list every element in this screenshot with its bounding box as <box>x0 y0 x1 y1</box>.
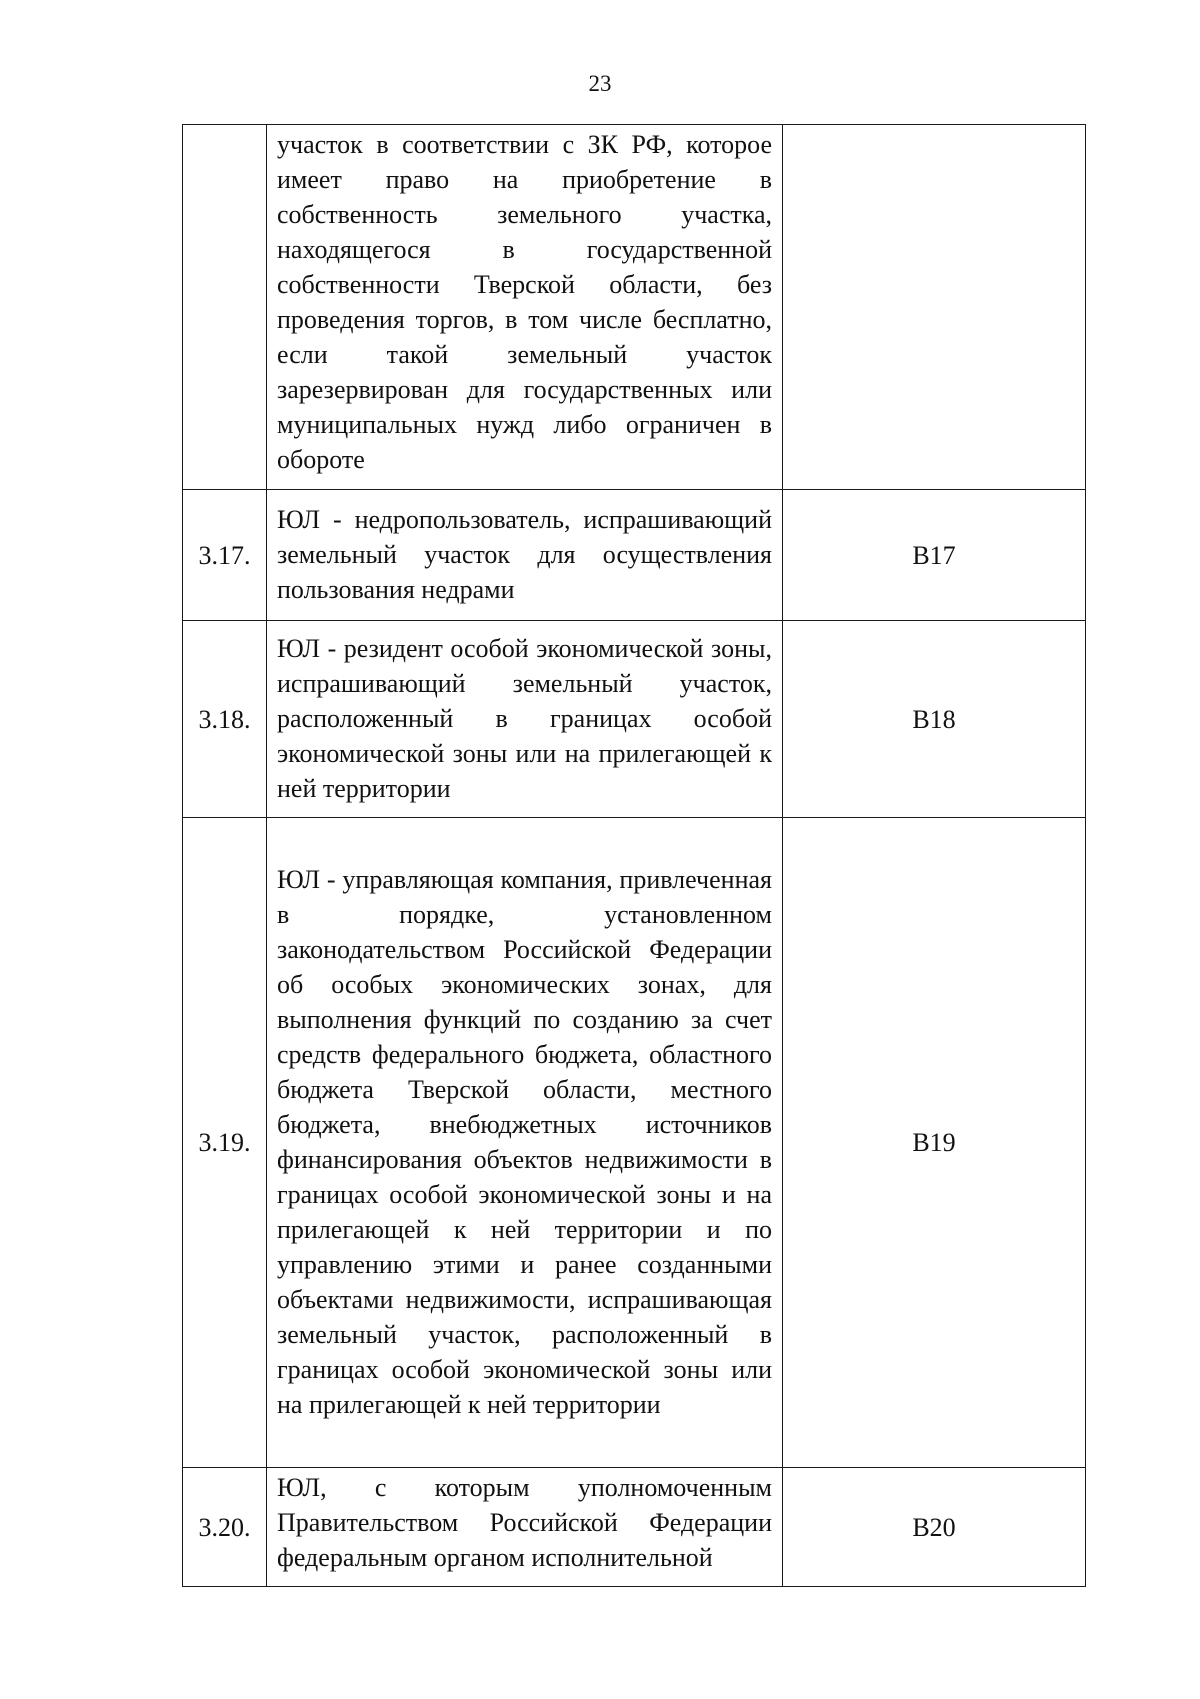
row-description: ЮЛ - управляющая компания, привлеченная в порядке, установленном законодательством Российской Федерации об особых экономических зонах, для выполнения функций по созданию за счет средств федерального бюджета, областного бюджета Тверской области, местного бюджета, внебюджетных источников финансирования объектов недвижимости в границах особой экономической зоны и на прилегающей к ней территории и по управлению этими и ранее созданными объектами недвижимости, испрашивающая земельный участок, расположенный в границах особой экономической зоны или на прилегающей к ней территории <box>267 818 783 1468</box>
row-code: B20 <box>783 1468 1086 1587</box>
page-number: 23 <box>588 71 612 96</box>
row-number: 3.19. <box>183 818 267 1468</box>
row-description: участок в соответствии с ЗК РФ, которое имеет право на приобретение в собственность земельного участка, находящегося в государственной собственности Тверской области, без проведения торгов, в том числе бесплатно, если такой земельный участок зарезервирован для государственных или муниципальных нужд либо ограничен в обороте <box>267 125 783 490</box>
row-number: 3.18. <box>183 621 267 818</box>
row-number <box>183 125 267 490</box>
table-row <box>183 125 1086 490</box>
row-code: B17 <box>783 490 1086 621</box>
table-row <box>183 490 1086 621</box>
table-row <box>183 621 1086 818</box>
row-description: ЮЛ, с которым уполномоченным Правительством Российской Федерации федеральным органом исполнительной <box>267 1468 783 1587</box>
row-description: ЮЛ - недропользователь, испрашивающий земельный участок для осуществления пользования недрами <box>267 490 783 621</box>
table-row <box>183 1468 1086 1587</box>
row-number: 3.20. <box>183 1468 267 1587</box>
row-code: B18 <box>783 621 1086 818</box>
table-row <box>183 818 1086 1468</box>
classification-table <box>182 124 1086 1587</box>
row-code: B19 <box>783 818 1086 1468</box>
row-number: 3.17. <box>183 490 267 621</box>
row-description: ЮЛ - резидент особой экономической зоны, испрашивающий земельный участок, расположенный в границах особой экономической зоны или на прилегающей к ней территории <box>267 621 783 818</box>
row-code <box>783 125 1086 490</box>
